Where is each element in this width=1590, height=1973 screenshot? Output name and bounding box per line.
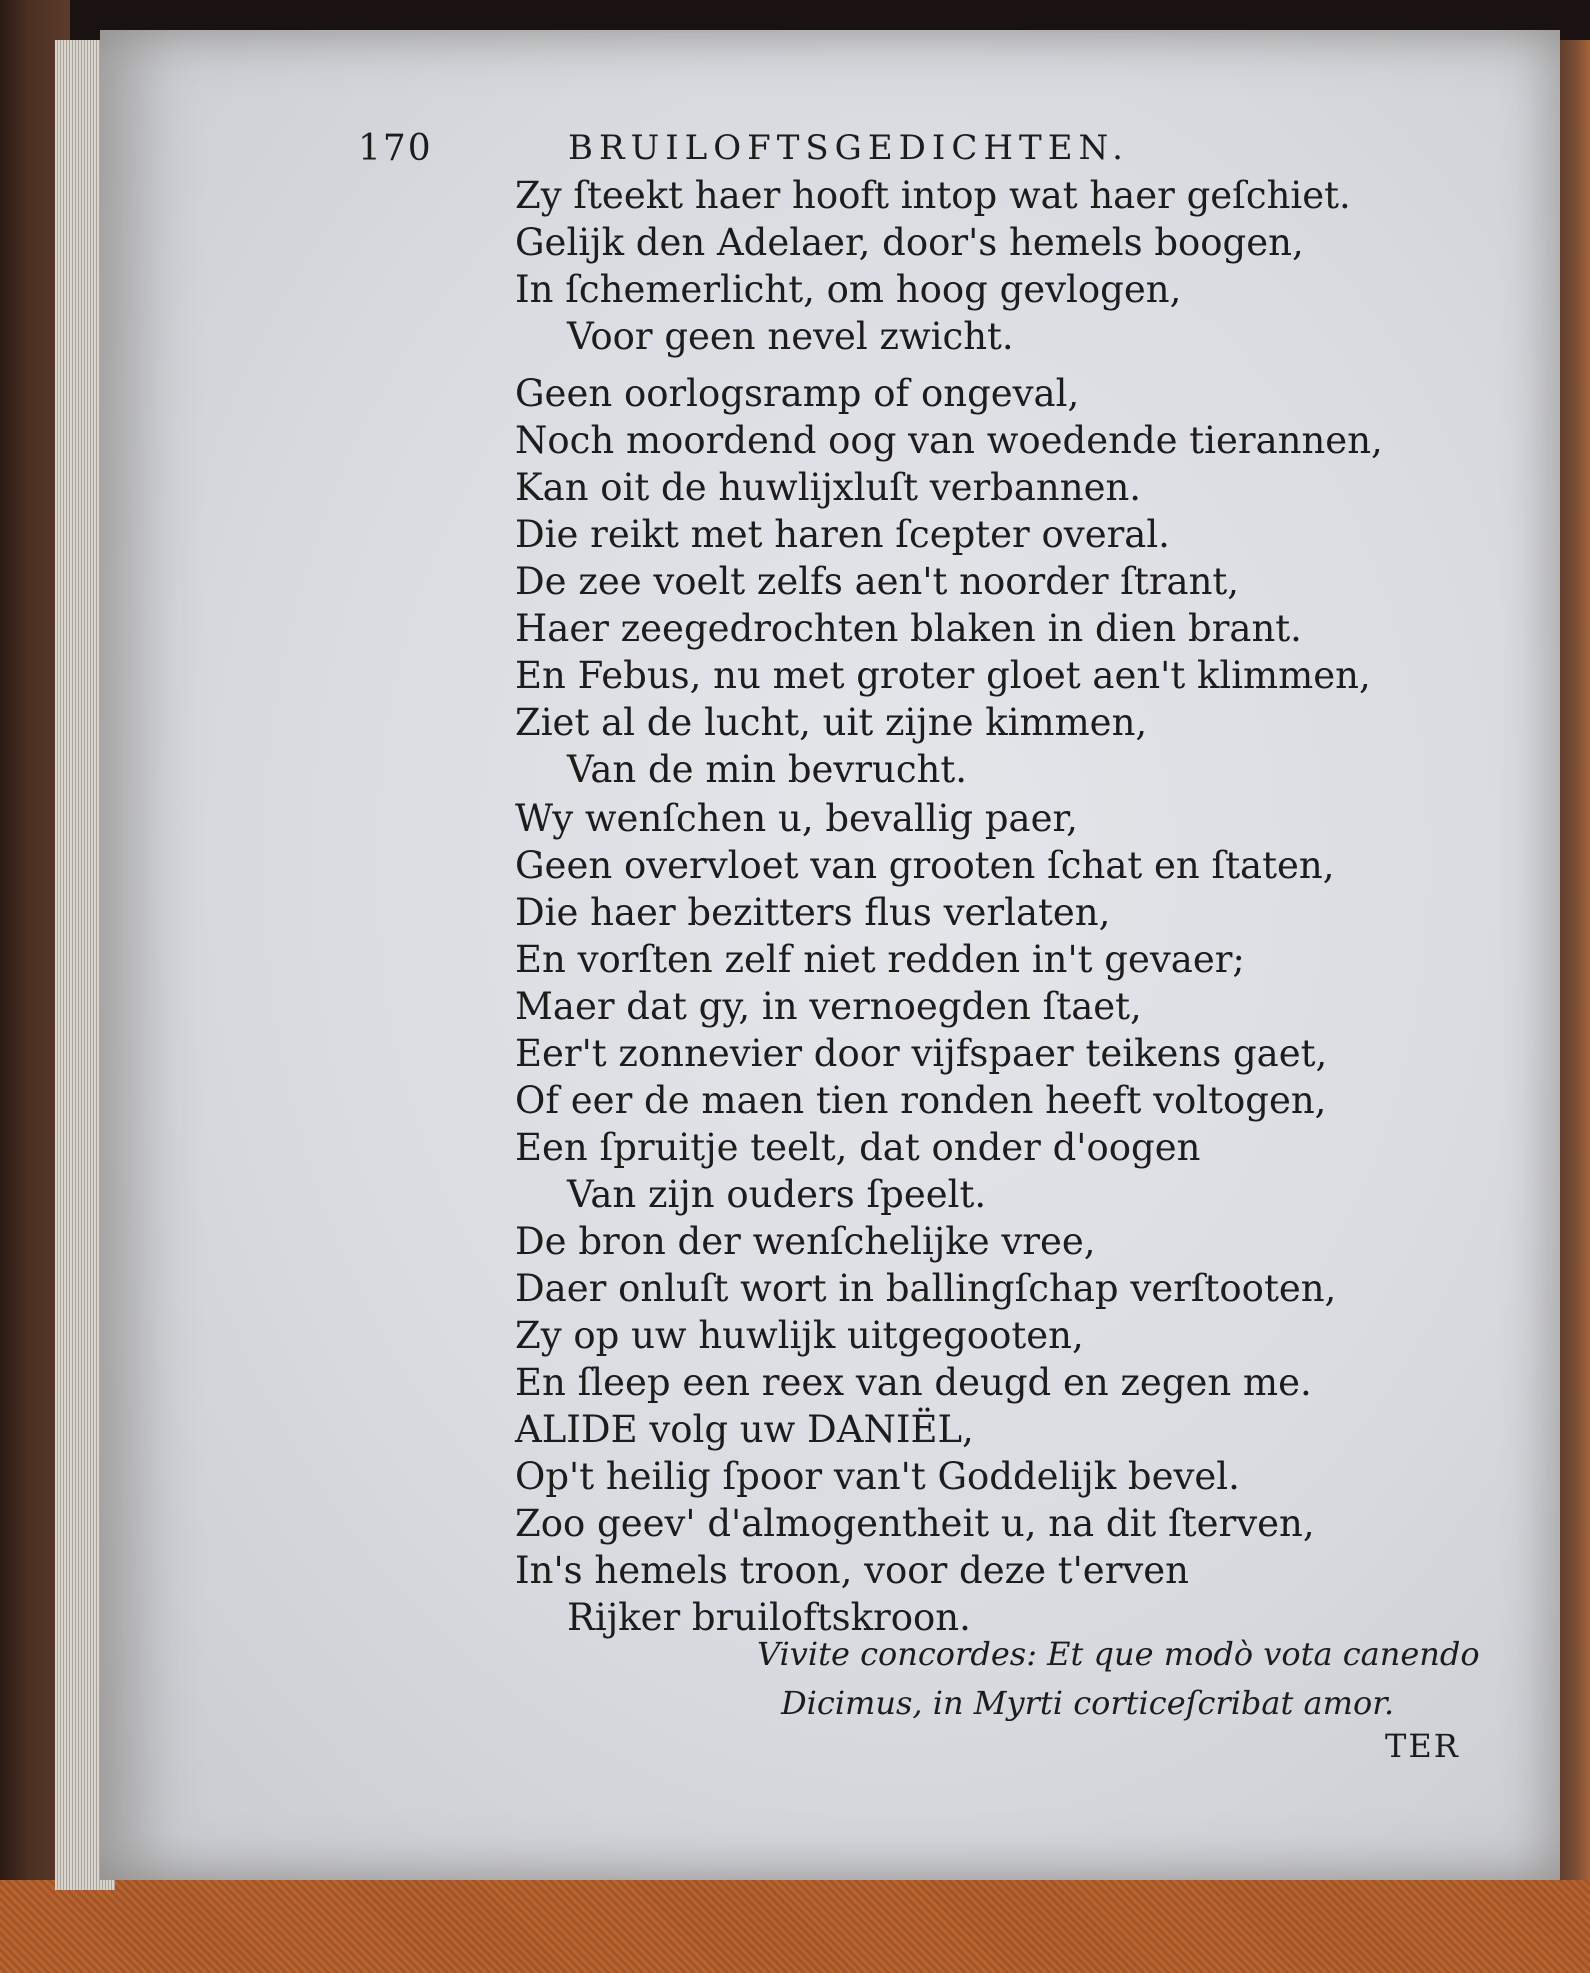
facing-page-edge (1555, 40, 1590, 1890)
verse-line: Gelijk den Adelaer, door's hemels boogen, (515, 221, 1304, 264)
stanza-1 (515, 172, 1351, 360)
verse-line: Zoo geev' d'almogentheit u, na dit ſterven, (515, 1502, 1315, 1545)
verse-line: Een ſpruitje teelt, dat onder d'oogen (515, 1126, 1201, 1169)
verse-line: Op't heilig ſpoor van't Goddelijk bevel. (515, 1455, 1240, 1498)
verse-line: Noch moordend oog van woedende tierannen, (515, 419, 1383, 462)
verse-line: En vorſten zelf niet redden in't gevaer; (515, 938, 1245, 981)
cloth-surface (0, 1880, 1590, 1973)
latin-motto-line-1: Vivite concordes: Et que modò vota canendo (757, 1635, 1480, 1673)
verse-line: En ſleep een reex van deugd en zegen me. (515, 1361, 1312, 1404)
verse-line: Die reikt met haren ſcepter overal. (515, 513, 1170, 556)
latin-motto-line-2: Dicimus, in Myrti corticeſcribat amor. (781, 1684, 1395, 1722)
verse-line: Van de min bevrucht. (567, 748, 968, 791)
page-number: 170 (358, 128, 433, 169)
verse-line: Rijker bruiloftskroon. (567, 1596, 971, 1639)
verse-line: En Febus, nu met groter gloet aen't klimmen, (515, 654, 1371, 697)
verse-line: Haer zeegedrochten blaken in dien brant. (515, 607, 1302, 650)
verse-line: De bron der wenſchelijke vree, (515, 1220, 1096, 1263)
verse-line: Die haer bezitters flus verlaten, (515, 891, 1111, 934)
verse-line: Voor geen nevel zwicht. (567, 315, 1014, 358)
verse-line: ALIDE volg uw DANIËL, (515, 1408, 974, 1451)
verse-line: In ſchemerlicht, om hoog gevlogen, (515, 268, 1182, 311)
verse-line: Zy op uw huwlijk uitgegooten, (515, 1314, 1084, 1357)
verse-line: Ziet al de lucht, uit zijne kimmen, (515, 701, 1148, 744)
verse-line: Zy ſteekt haer hooft intop wat haer geſchiet. (515, 174, 1351, 217)
stanza-3 (515, 795, 1334, 1218)
verse-line: Maer dat gy, in vernoegden ſtaet, (515, 985, 1142, 1028)
stanza-2 (515, 370, 1383, 793)
verse-line: Wy wenſchen u, bevallig paer, (515, 797, 1078, 840)
running-title: BRUILOFTSGEDICHTEN. (568, 128, 1129, 168)
catchword: TER (1385, 1727, 1460, 1765)
verse-line: Geen overvloet van grooten ſchat en ſtaten, (515, 844, 1335, 887)
verse-line: Of eer de maen tien ronden heeft voltogen, (515, 1079, 1327, 1122)
verse-line: Kan oit de huwlijxluſt verbannen. (515, 466, 1142, 509)
verse-line: De zee voelt zelfs aen't noorder ſtrant, (515, 560, 1240, 603)
verse-line: In's hemels troon, voor deze t'erven (515, 1549, 1190, 1592)
verse-line: Geen oorlogsramp of ongeval, (515, 372, 1080, 415)
verse-line: Van zijn ouders ſpeelt. (567, 1173, 987, 1216)
verse-line: Daer onluſt wort in ballingſchap verſtooten, (515, 1267, 1337, 1310)
verse-line: Eer't zonnevier door vijfspaer teikens gaet, (515, 1032, 1328, 1075)
stanza-4 (515, 1218, 1336, 1641)
